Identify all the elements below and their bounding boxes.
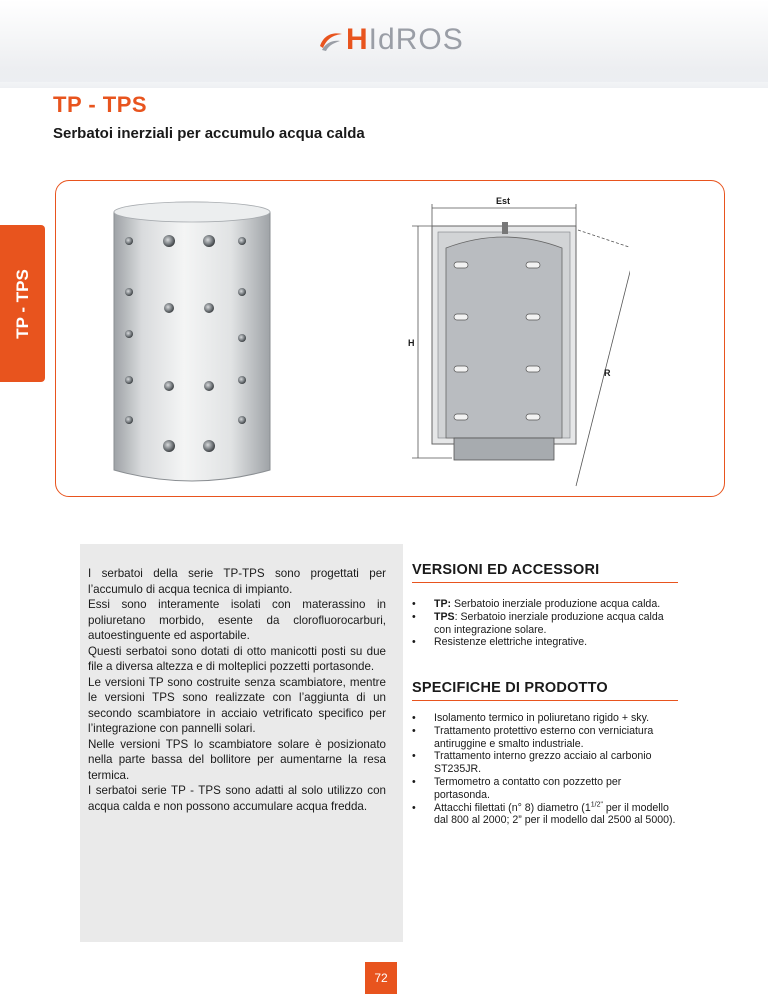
list-item xyxy=(412,802,680,828)
side-tab-label: TP - TPS xyxy=(12,268,32,339)
logo-wordmark: HIdROS xyxy=(346,23,464,56)
header-divider xyxy=(0,66,768,88)
logo-swoosh-icon xyxy=(316,26,344,54)
dimension-label-r: R xyxy=(604,368,611,378)
tank-technical-drawing xyxy=(400,196,630,496)
dimension-label-est: Est xyxy=(496,196,511,206)
dimension-label-h: H xyxy=(408,338,415,348)
list-item-text: : Serbatoio inerziale produzione acqua calda con integrazione solare. xyxy=(434,610,664,636)
versions-list xyxy=(412,598,680,649)
list-item-text: per il modello dal 800 al 2000; 2” per il modello dal 2500 al 5000). xyxy=(434,801,676,827)
specs-heading: SPECIFICHE DI PRODOTTO xyxy=(412,680,608,696)
list-item xyxy=(412,611,680,637)
specs-divider xyxy=(412,700,678,701)
versions-heading: VERSIONI ED ACCESSORI xyxy=(412,562,600,578)
list-item: • Trattamento protettivo esterno con verniciatura antiruggine e smalto industriale. xyxy=(412,725,680,751)
specs-list xyxy=(412,712,680,827)
page-subtitle: Serbatoi inerziali per accumulo acqua calda xyxy=(53,125,365,142)
intro-paragraph: Nelle versioni TPS lo scambiatore solare è posizionato nella parte bassa del bollitore per aumentarne la resa termica. xyxy=(88,737,386,782)
intro-paragraph: I serbatoi serie TP - TPS sono adatti al solo utilizzo con acqua calda e non possono accumulare acqua fredda. xyxy=(88,784,386,813)
list-item-lead: TP: xyxy=(434,598,452,610)
list-item: • Trattamento interno grezzo acciaio al carbonio ST235JR. xyxy=(412,750,680,776)
intro-paragraph: I serbatoi della serie TP-TPS sono progettati per l’accumulo di acqua tecnica di impianto. xyxy=(88,567,386,596)
page-title: TP - TPS xyxy=(53,92,148,117)
intro-text xyxy=(88,566,386,814)
intro-paragraph: Le versioni TP sono costruite senza scambiatore, mentre le versioni TPS sono realizzate con l’aggiunta di un secondo scambiatore in acciaio vetrificato specifico per l’integrazione con pannelli solari. xyxy=(88,675,386,735)
list-item-text: Attacchi filettati (n° 8) diametro (1 xyxy=(434,801,591,814)
list-item xyxy=(412,598,680,611)
list-item-text: Serbatoio inerziale produzione acqua calda. xyxy=(451,598,661,610)
page-number: 72 xyxy=(365,962,397,994)
list-item: • Termometro a contatto con pozzetto per portasonda. xyxy=(412,776,680,802)
side-section-tab xyxy=(0,225,45,382)
list-item-superscript: 1/2" xyxy=(590,801,603,809)
list-item xyxy=(412,636,680,649)
versions-divider xyxy=(412,582,678,583)
hidros-logo xyxy=(316,23,464,57)
tank-photo xyxy=(112,198,272,488)
list-item-lead: TPS xyxy=(434,610,455,623)
list-item: • Isolamento termico in poliuretano rigido + sky. xyxy=(412,712,680,725)
intro-paragraph: Questi serbatoi sono dotati di otto manicotti posti su due file a diversa altezza e di molteplici pozzetti portasonde. xyxy=(88,644,386,673)
intro-paragraph: Essi sono interamente isolati con materassino in poliuretano morbido, esente da clorofluorocarburi, autoestinguente ed asportabile. xyxy=(88,598,386,642)
list-item-text: Resistenze elettriche integrative. xyxy=(434,636,588,649)
